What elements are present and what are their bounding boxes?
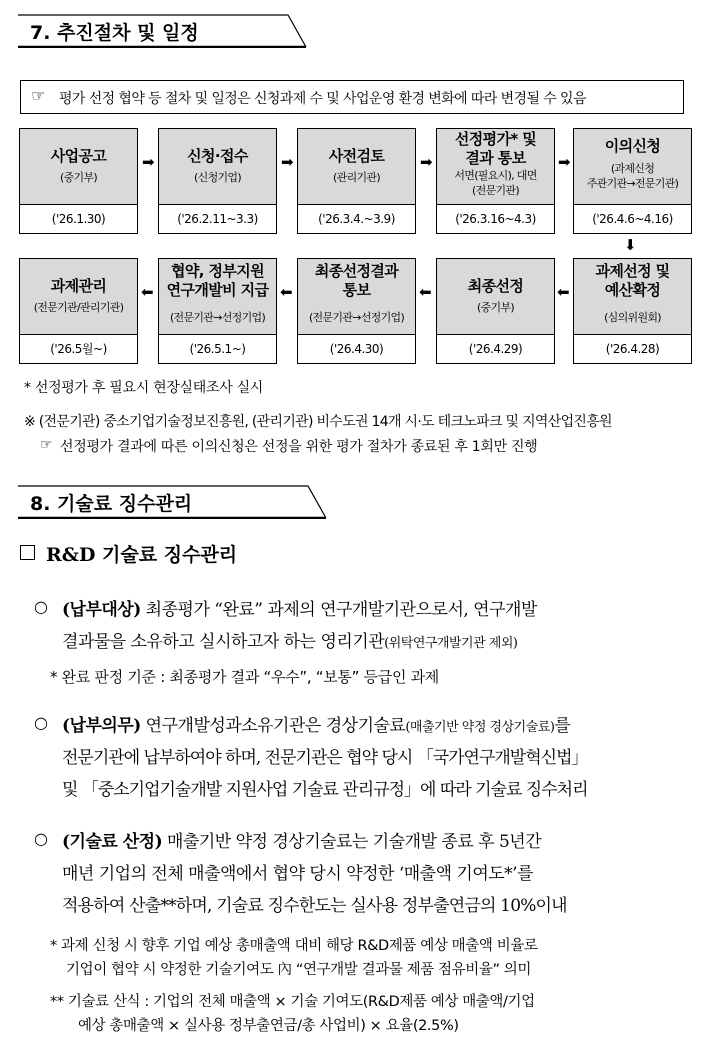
step-title: 과제선정 및: [595, 262, 670, 280]
para-text: 연구개발성과소유기관은 경상기술료: [140, 716, 406, 736]
step-date: ('26.4.6~4.16): [592, 212, 673, 226]
paragraph-payment-target-note: * 완료 판정 기준 : 최종평가 결과 “우수”, “보통” 등급인 과제: [50, 668, 439, 686]
paragraph-payment-target-line2: [62, 627, 518, 652]
section-8-header: [18, 485, 328, 519]
step-org: (관리기관): [333, 171, 380, 184]
subsection-title: R&D 기술료 징수관리: [46, 544, 238, 566]
flow-step-application: [158, 128, 277, 234]
pointing-hand-icon: ☞: [31, 86, 46, 105]
flow-step-budget-confirm: [573, 258, 692, 364]
notice-text: 평가 선정 협약 등 절차 및 일정은 신청과제 수 및 사업운영 환경 변화에 따라 변경될 수 있음: [59, 91, 586, 107]
step-date: ('26.4.29): [468, 342, 523, 356]
para-text: 최종평가 “완료” 과제의 연구개발기관으로서, 연구개발: [140, 600, 537, 620]
footnote-1-line2: 기업이 협약 시 약정한 기술기여도 內 “연구개발 결과물 제품 점유비율” 의미: [66, 962, 532, 978]
paragraph-payment-target-line1: [62, 595, 537, 620]
section-7-title: 7. 추진절차 및 일정: [30, 22, 199, 44]
para-text: 매출기반 약정 경상기술료는 기술개발 종료 후 5년간: [162, 832, 542, 852]
arrow-right-icon: ➡: [142, 153, 155, 171]
step-org: 서면(필요시), 대면: [454, 169, 537, 182]
flow-note-3: 선정평가 결과에 따른 이의신청은 선정을 위한 평가 절차가 종료된 후 1회만 진행: [60, 439, 538, 455]
paragraph-fee-calc-line1: [62, 827, 541, 852]
circle-bullet-icon: ○: [34, 713, 48, 732]
step-org: (중기부): [60, 171, 97, 184]
notice-box: [20, 80, 684, 114]
arrow-left-icon: ⬅: [141, 283, 154, 301]
step-title: 연구개발비 지급: [166, 281, 269, 299]
flow-step-agreement: [158, 258, 277, 364]
paragraph-fee-calc-line3: 적용하여 산출**하며, 기술료 징수한도는 실사용 정부출연금의 10%이내: [62, 896, 567, 916]
pointing-hand-icon: ☞: [40, 437, 53, 453]
footnote-1-line1: * 과제 신청 시 향후 기업 예상 총매출액 대비 해당 R&D제품 예상 매출액 비율로: [50, 938, 538, 954]
para-text-small: (매출기반 약정 경상기술료): [405, 720, 555, 735]
step-title: 협약, 정부지원: [170, 262, 265, 280]
section-7-header: [18, 14, 308, 48]
square-bullet-icon: [20, 545, 35, 560]
para-text: 를: [554, 716, 571, 736]
paragraph-payment-duty-line3: 및 「중소기업기술개발 지원사업 기술료 관리규정」에 따라 기술료 징수처리: [62, 780, 588, 800]
step-date: ('26.5월~): [50, 342, 107, 356]
arrow-right-icon: ➡: [281, 153, 294, 171]
footnote-2-line2: 예상 총매출액 × 실사용 정부출연금/총 사업비) × 요율(2.5%): [78, 1018, 459, 1034]
step-org: (전문기관→선정기업): [169, 311, 266, 324]
step-title: 예산확정: [604, 281, 661, 299]
step-date: ('26.5.1~): [189, 342, 246, 356]
step-org: (심의위원회): [604, 311, 661, 324]
step-org: (전문기관/관리기관): [33, 301, 124, 314]
arrow-down-icon: ⬇: [624, 236, 637, 254]
step-title: 최종선정결과: [314, 262, 399, 280]
paragraph-payment-duty-line2: 전문기관에 납부하여야 하며, 전문기관은 협약 당시 「국가연구개발혁신법」: [62, 748, 588, 768]
section-8-title: 8. 기술료 징수관리: [30, 493, 193, 515]
circle-bullet-icon: ○: [34, 597, 48, 616]
step-org: (전문기관→선정기업): [308, 311, 405, 324]
step-date: ('26.3.16~4.3): [455, 212, 536, 226]
flow-step-final-notice: [297, 258, 416, 364]
step-title: 사전검토: [328, 147, 385, 165]
para-label: (납부의무): [62, 716, 141, 736]
step-title: 최종선정: [467, 277, 524, 295]
arrow-left-icon: ⬅: [557, 283, 570, 301]
step-date: ('26.1.30): [51, 212, 106, 226]
step-org: (과제신청: [610, 162, 655, 175]
step-date: ('26.2.11~3.3): [177, 212, 258, 226]
flow-step-project-management: [19, 258, 138, 364]
step-title: 통보: [342, 281, 371, 299]
flow-step-objection: [573, 128, 692, 234]
para-text-small: (위탁연구개발기관 제외): [384, 636, 518, 651]
flow-step-pre-review: [297, 128, 416, 234]
arrow-left-icon: ⬅: [419, 283, 432, 301]
circle-bullet-icon: ○: [34, 829, 48, 848]
flow-note-1: * 선정평가 후 필요시 현장실태조사 실시: [24, 380, 264, 396]
step-title: 과제관리: [50, 277, 107, 295]
flow-step-selection-eval: [436, 128, 555, 234]
paragraph-fee-calc-line2: 매년 기업의 전체 매출액에서 협약 당시 약정한 ‘매출액 기여도*’를: [62, 864, 534, 884]
step-org: (전문기관): [472, 184, 519, 197]
step-org: (신청기업): [194, 171, 241, 184]
para-text: 결과물을 소유하고 실시하고자 하는 영리기관: [62, 632, 385, 652]
arrow-right-icon: ➡: [558, 153, 571, 171]
step-title: 이의신청: [604, 137, 661, 155]
para-label: (납부대상): [62, 600, 141, 620]
step-title: 결과 통보: [465, 149, 526, 167]
footnote-2-line1: ** 기술료 산식 : 기업의 전체 매출액 × 기술 기여도(R&D제품 예상 매출액/기업: [50, 994, 535, 1010]
arrow-left-icon: ⬅: [280, 283, 293, 301]
step-title: 신청·접수: [187, 147, 248, 165]
flow-step-final-selection: [436, 258, 555, 364]
step-date: ('26.3.4.~3.9): [318, 212, 395, 226]
flow-note-2: ※ (전문기관) 중소기업기술정보진흥원, (관리기관) 비수도권 14개 시·도 테크노파크 및 지역산업진흥원: [24, 414, 612, 430]
arrow-right-icon: ➡: [420, 153, 433, 171]
para-label: (기술료 산정): [62, 832, 163, 852]
step-org: (중기부): [477, 301, 514, 314]
step-org: 주관기관→전문기관): [586, 177, 679, 190]
paragraph-payment-duty-line1: [62, 711, 570, 736]
step-date: ('26.4.30): [329, 342, 384, 356]
step-title: 선정평가* 및: [454, 130, 537, 148]
step-date: ('26.4.28): [605, 342, 660, 356]
flow-step-announcement: [19, 128, 138, 234]
step-title: 사업공고: [50, 147, 107, 165]
